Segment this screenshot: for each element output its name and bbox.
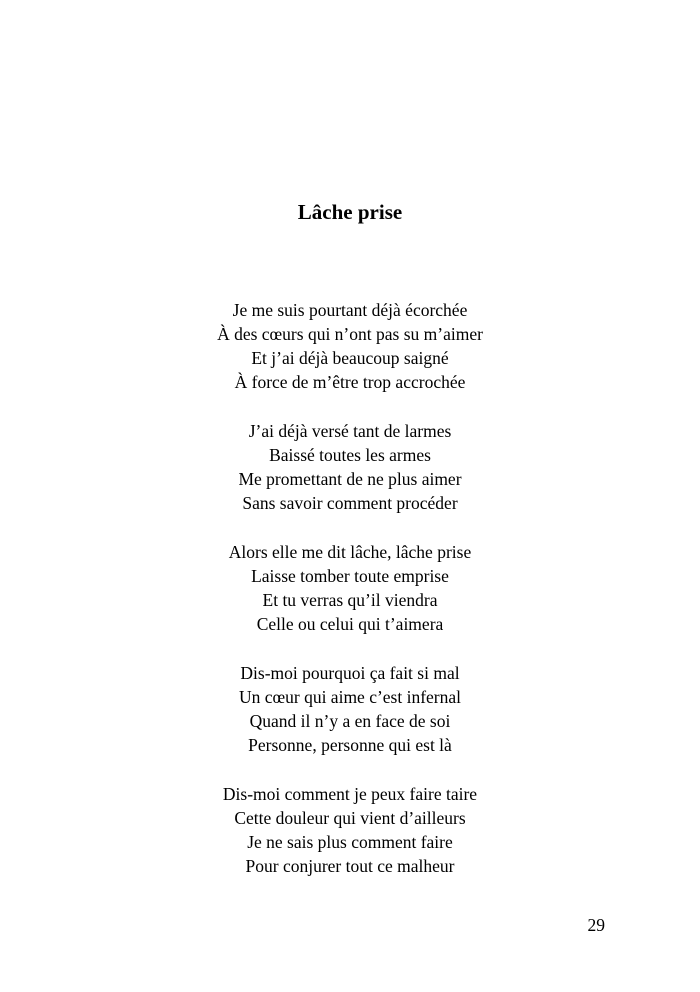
poem-title: Lâche prise [297, 200, 403, 224]
stanza [0, 419, 700, 515]
poem-body [0, 298, 700, 878]
poem-line: Je me suis pourtant déjà écorchée [232, 300, 468, 320]
poem-line: J’ai déjà versé tant de larmes [248, 421, 452, 441]
poem-line: Celle ou celui qui t’aimera [256, 614, 444, 634]
poem-line: Un cœur qui aime c’est infernal [238, 687, 462, 707]
poem-line: Baissé toutes les armes [269, 445, 431, 465]
poem-line: Quand il n’y a en face de soi [249, 711, 451, 731]
poem-line: Alors elle me dit lâche, lâche prise [228, 542, 472, 562]
poem-line: Me promettant de ne plus aimer [238, 469, 462, 489]
poem-line: Dis-moi comment je peux faire taire [222, 784, 478, 804]
poem-line: Laisse tomber toute emprise [251, 566, 449, 586]
poem-line: Et tu verras qu’il viendra [262, 590, 438, 610]
stanza [0, 661, 700, 757]
stanza [0, 540, 700, 636]
poem-line: Sans savoir comment procéder [242, 493, 458, 513]
poem-line: Et j’ai déjà beaucoup saigné [251, 348, 449, 368]
poem-line: Pour conjurer tout ce malheur [245, 856, 455, 876]
poem-line: À force de m’être trop accrochée [234, 372, 466, 392]
poem-line: À des cœurs qui n’ont pas su m’aimer [217, 324, 483, 344]
poem-line: Je ne sais plus comment faire [247, 832, 453, 852]
poem-line: Cette douleur qui vient d’ailleurs [234, 808, 466, 828]
page-number: 29 [587, 915, 605, 935]
stanza [0, 298, 700, 394]
poem-line: Personne, personne qui est là [248, 735, 452, 755]
stanza [0, 782, 700, 878]
poem-line: Dis-moi pourquoi ça fait si mal [240, 663, 460, 683]
